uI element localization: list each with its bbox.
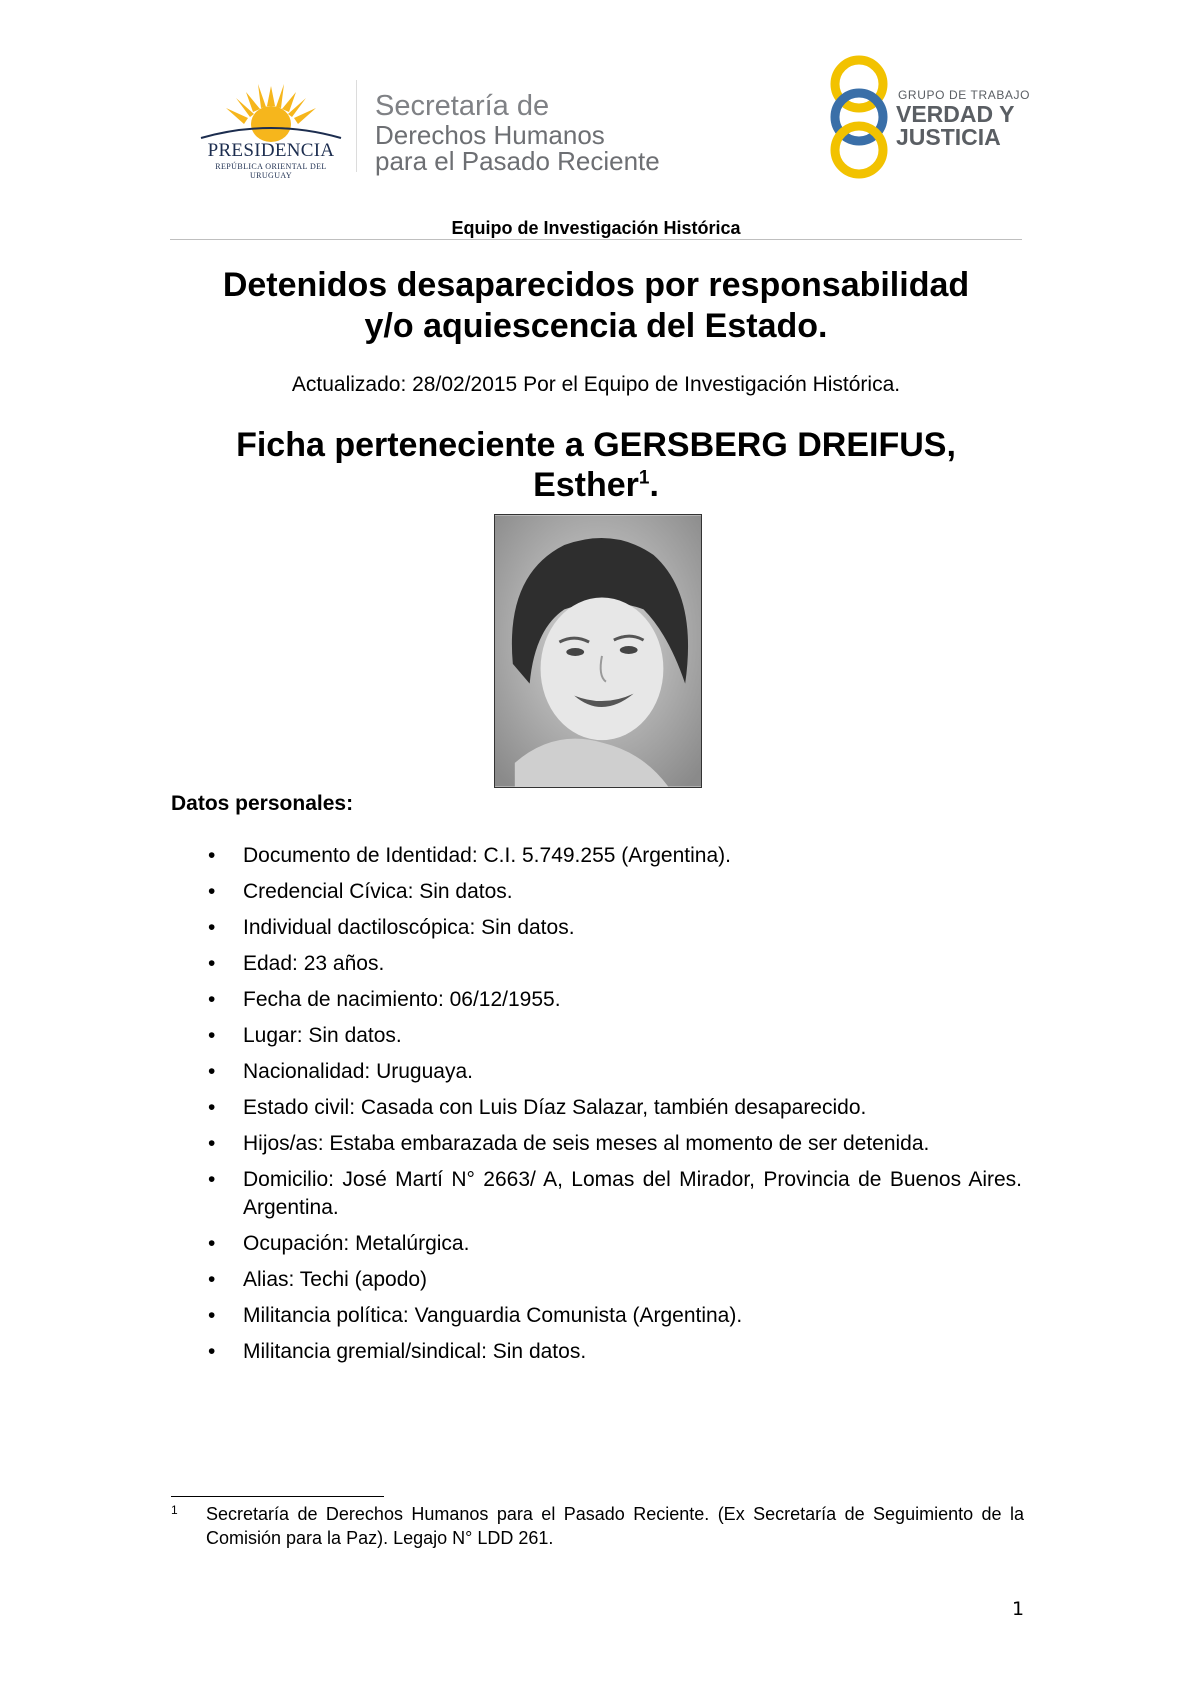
list-item xyxy=(206,842,1022,870)
list-item xyxy=(206,1338,1022,1366)
secretaria-line-2: Derechos Humanos xyxy=(375,120,605,150)
list-item xyxy=(206,1266,1022,1294)
footnote-reference[interactable]: 1 xyxy=(638,467,650,489)
secretaria-line-1: Secretaría de xyxy=(375,90,550,122)
page-number: 1 xyxy=(1012,1598,1025,1620)
document-title-line-2: y/o aquiescencia del Estado. xyxy=(364,307,828,345)
list-item xyxy=(206,1058,1022,1086)
ficha-period: . xyxy=(649,466,659,504)
footnote-text: Secretaría de Derechos Humanos para el Pasado Reciente. (Ex Secretaría de Seguimiento de la Comisión para la Paz). Legajo N° LDD 261. xyxy=(206,1504,1024,1548)
ring-bottom xyxy=(835,126,883,174)
ficha-title-line-1: Ficha perteneciente a GERSBERG DREIFUS, xyxy=(236,426,956,464)
list-item xyxy=(206,1230,1022,1258)
bullet-icon: • xyxy=(208,1340,216,1363)
presidencia-subtitle: REPÚBLICA ORIENTAL DEL URUGUAY xyxy=(215,162,327,180)
bullet-icon: • xyxy=(208,1304,216,1327)
bullet-icon: • xyxy=(208,988,216,1011)
portrait-photo xyxy=(494,514,702,788)
list-item xyxy=(206,1166,1022,1222)
item-text: Nacionalidad: Uruguaya. xyxy=(243,1060,473,1083)
footnote-rule xyxy=(171,1496,384,1497)
item-text: Hijos/as: Estaba embarazada de seis meses al momento de ser detenida. xyxy=(243,1132,930,1155)
item-text: Fecha de nacimiento: 06/12/1955. xyxy=(243,988,561,1011)
footnote-number: 1 xyxy=(171,1503,178,1517)
item-text: Militancia gremial/sindical: Sin datos. xyxy=(243,1340,587,1363)
list-item xyxy=(206,914,1022,942)
item-text: Domicilio: José Martí N° 2663/ A, Lomas del Mirador, Provincia de Buenos Aires. Argentina. xyxy=(243,1168,1022,1219)
bullet-icon: • xyxy=(208,1132,216,1155)
item-text: Credencial Cívica: Sin datos. xyxy=(243,880,513,903)
item-text: Documento de Identidad: C.I. 5.749.255 (Argentina). xyxy=(243,844,731,867)
personal-data-heading: Datos personales: xyxy=(171,792,354,815)
grupo-de-trabajo-label: GRUPO DE TRABAJO xyxy=(898,88,1031,102)
list-item xyxy=(206,878,1022,906)
updated-line: Actualizado: 28/02/2015 Por el Equipo de Investigación Histórica. xyxy=(291,373,901,396)
bullet-icon: • xyxy=(208,916,216,939)
team-header: Equipo de Investigación Histórica xyxy=(451,218,741,238)
list-item xyxy=(206,1130,1022,1158)
logo-divider xyxy=(356,80,357,172)
item-text: Edad: 23 años. xyxy=(243,952,385,975)
list-item xyxy=(206,1022,1022,1050)
verdad-y-label: VERDAD Y xyxy=(896,101,1015,127)
bullet-icon: • xyxy=(208,1096,216,1119)
header-rule xyxy=(170,239,1022,240)
item-text: Individual dactiloscópica: Sin datos. xyxy=(243,916,575,939)
photo-eye-right xyxy=(620,646,638,654)
presidencia-name: PRESIDENCIA xyxy=(207,140,335,161)
list-item xyxy=(206,986,1022,1014)
item-text: Militancia política: Vanguardia Comunista (Argentina). xyxy=(243,1304,743,1327)
verdad-justicia-rings-logo xyxy=(820,54,898,180)
ficha-title-line-2 xyxy=(120,466,1072,505)
item-text: Alias: Techi (apodo) xyxy=(243,1268,428,1291)
photo-face xyxy=(541,598,664,741)
secretaria-line-3: para el Pasado Reciente xyxy=(375,146,660,176)
justicia-label: JUSTICIA xyxy=(896,124,1001,150)
list-item xyxy=(206,1302,1022,1330)
list-item xyxy=(206,1094,1022,1122)
photo-eye-left xyxy=(566,648,584,656)
bullet-icon: • xyxy=(208,880,216,903)
bullet-icon: • xyxy=(208,1168,216,1191)
item-text: Ocupación: Metalúrgica. xyxy=(243,1232,470,1255)
bullet-icon: • xyxy=(208,1268,216,1291)
item-text: Lugar: Sin datos. xyxy=(243,1024,402,1047)
bullet-icon: • xyxy=(208,844,216,867)
item-text: Estado civil: Casada con Luis Díaz Salazar, también desaparecido. xyxy=(243,1096,867,1119)
list-item xyxy=(206,950,1022,978)
sun-face xyxy=(251,106,291,142)
bullet-icon: • xyxy=(208,1024,216,1047)
bullet-icon: • xyxy=(208,1232,216,1255)
ficha-name: Esther xyxy=(533,466,639,504)
bullet-icon: • xyxy=(208,952,216,975)
bullet-icon: • xyxy=(208,1060,216,1083)
personal-data-list xyxy=(206,842,1022,1374)
document-title-line-1: Detenidos desaparecidos por responsabilidad xyxy=(222,266,970,304)
